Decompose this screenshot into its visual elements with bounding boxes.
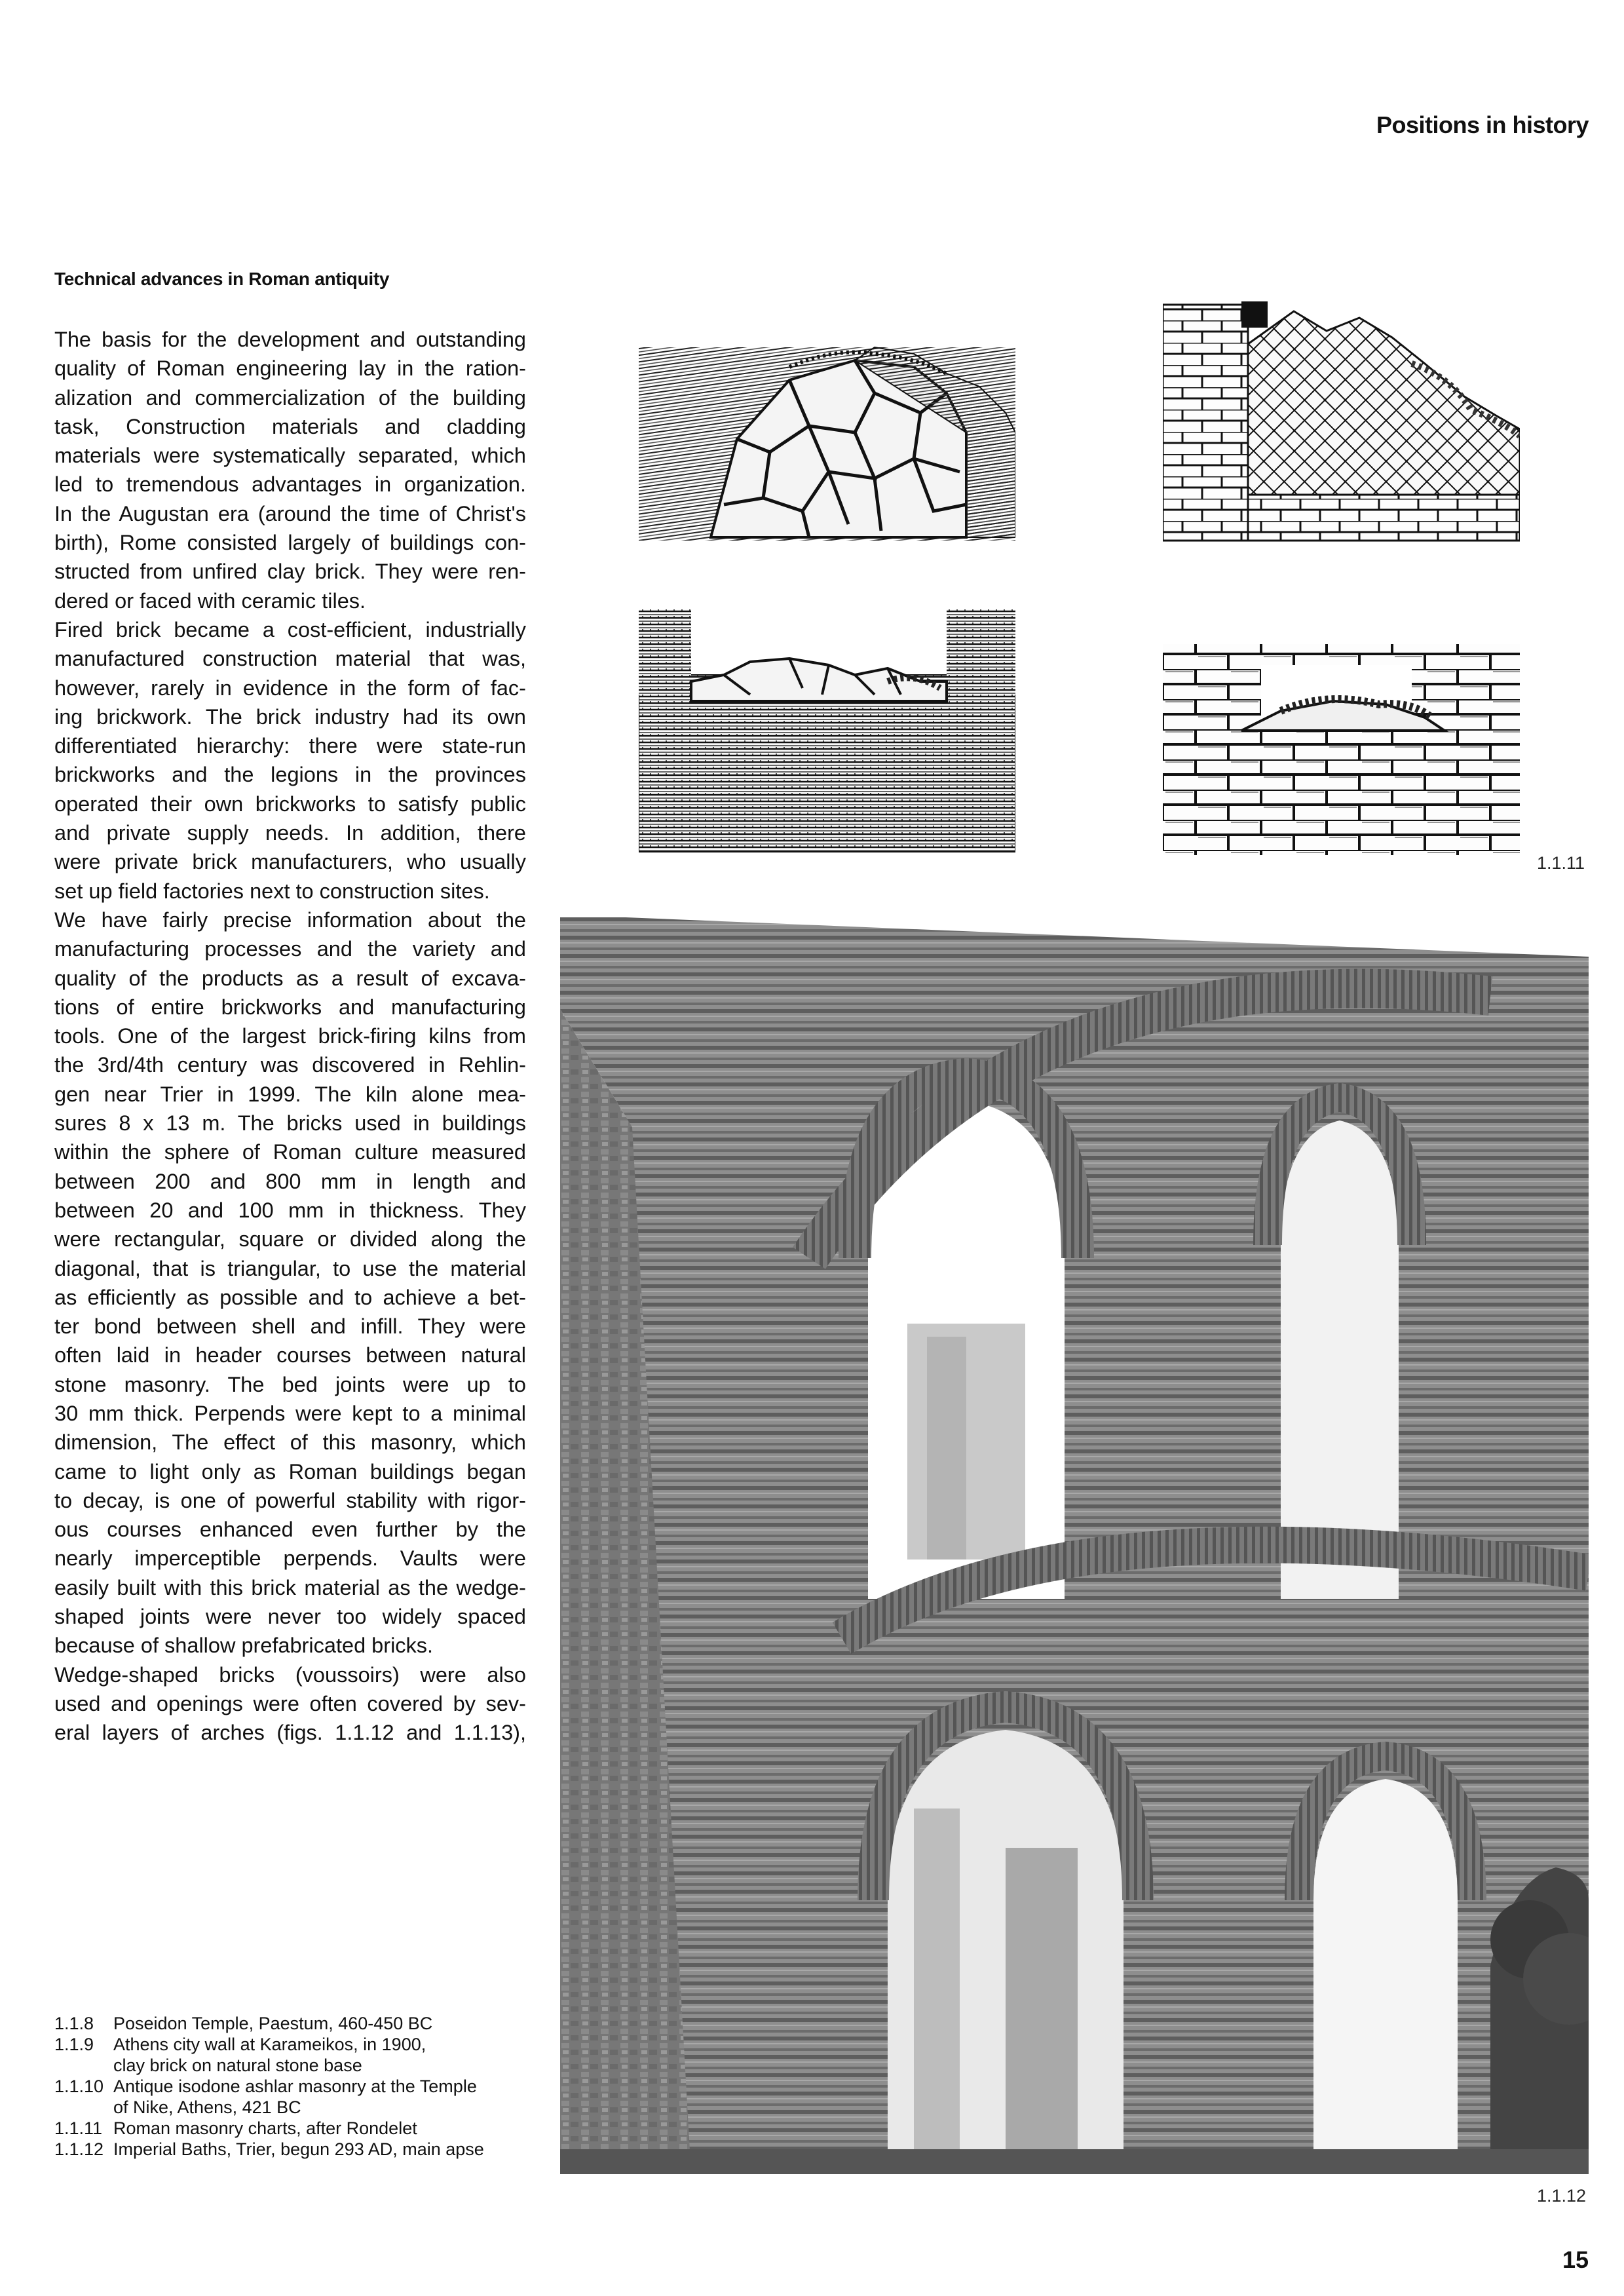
body-line: We have fairly precise information about the	[54, 908, 526, 932]
body-line: task, Construction materials and cladding	[54, 414, 526, 438]
body-line: between 200 and 800 mm in length and	[54, 1169, 526, 1193]
body-line: to decay, is one of powerful stability with rigor-	[54, 1488, 526, 1512]
body-line: as efficiently as possible and to achieve a bet-	[54, 1285, 526, 1309]
body-line: nearly imperceptible perpends. Vaults were	[54, 1546, 526, 1571]
caption-text: of Nike, Athens, 421 BC	[113, 2097, 301, 2117]
body-line: dered or faced with ceramic tiles.	[54, 588, 366, 613]
body-line: differentiated hierarchy: there were state-run	[54, 734, 526, 758]
body-line: materials were systematically separated, which	[54, 444, 526, 468]
body-line: operated their own brickworks to satisfy public	[54, 792, 526, 816]
body-line: stone masonry. The bed joints were up to	[54, 1372, 526, 1396]
caption-row	[54, 2097, 526, 2118]
body-line: alization and commercialization of the building	[54, 385, 526, 410]
caption-row	[54, 2076, 526, 2097]
body-line: In the Augustan era (around the time of Christ's	[54, 501, 526, 526]
imperial-baths-photo	[560, 917, 1589, 2174]
body-line: ing brickwork. The brick industry had its own	[54, 704, 526, 729]
body-line: easily built with this brick material as the wedge-	[54, 1575, 526, 1599]
body-line: tools. One of the largest brick-firing kilns from	[54, 1024, 526, 1048]
body-line: diagonal, that is triangular, to use the material	[54, 1256, 526, 1280]
body-line: Wedge-shaped bricks (voussoirs) were also	[54, 1662, 526, 1687]
body-line: ter bond between shell and infill. They were	[54, 1314, 526, 1339]
body-line: were private brick manufacturers, who usually	[54, 850, 526, 874]
body-line: brickworks and the legions in the provinces	[54, 763, 526, 787]
caption-number: 1.1.9	[54, 2035, 94, 2054]
masonry-drawing-brick-courses	[1163, 639, 1520, 855]
body-line: set up field factories next to construction sites.	[54, 879, 490, 903]
figure-label-1-1-12: 1.1.12	[1537, 2186, 1587, 2206]
caption-text: Athens city wall at Karameikos, in 1900,	[113, 2035, 426, 2054]
body-line: were rectangular, square or divided along the	[54, 1227, 526, 1252]
caption-number: 1.1.10	[54, 2076, 104, 2096]
body-line: within the sphere of Roman culture measured	[54, 1140, 526, 1164]
caption-text: Imperial Baths, Trier, begun 293 AD, main apse	[113, 2139, 484, 2159]
body-line: structed from unfired clay brick. They were ren-	[54, 560, 526, 584]
body-line: shaped joints were never too widely spaced	[54, 1605, 526, 1629]
figure-captions	[54, 2013, 526, 2160]
caption-number	[54, 2097, 113, 2118]
masonry-drawing-opus-incertum	[639, 341, 1015, 544]
body-line: dimension, The effect of this masonry, which	[54, 1430, 526, 1455]
caption-number	[54, 2055, 113, 2076]
body-line: often laid in header courses between natural	[54, 1343, 526, 1368]
page-number: 15	[1562, 2246, 1589, 2273]
body-line: quality of Roman engineering lay in the ration-	[54, 356, 526, 381]
running-head: Positions in history	[1376, 111, 1589, 138]
body-line: the 3rd/4th century was discovered in Rehlin-	[54, 1053, 526, 1077]
body-line: led to tremendous advantages in organization.	[54, 472, 526, 497]
body-line: The basis for the development and outstanding	[54, 328, 526, 351]
caption-row	[54, 2013, 526, 2034]
masonry-drawing-opus-reticulatum	[1163, 298, 1520, 547]
caption-text: Antique isodone ashlar masonry at the Temple	[113, 2076, 477, 2096]
caption-row	[54, 2055, 526, 2076]
body-line: tions of entire brickworks and manufacturing	[54, 995, 526, 1019]
body-line: because of shallow prefabricated bricks.	[54, 1634, 434, 1658]
body-line: 30 mm thick. Perpends were kept to a minimal	[54, 1401, 526, 1425]
body-line: manufacturing processes and the variety and	[54, 937, 526, 961]
body-line: ous courses enhanced even further by the	[54, 1518, 526, 1542]
caption-number: 1.1.11	[54, 2118, 103, 2138]
body-line: eral layers of arches (figs. 1.1.12 and 1.1.13),	[54, 1721, 526, 1745]
body-line: manufactured construction material that was,	[54, 647, 526, 671]
caption-row	[54, 2118, 526, 2139]
caption-text: Poseidon Temple, Paestum, 460-450 BC	[113, 2014, 433, 2033]
caption-row	[54, 2034, 526, 2055]
masonry-drawing-brick-rubble	[639, 609, 1015, 855]
caption-number: 1.1.12	[54, 2139, 104, 2159]
body-line: gen near Trier in 1999. The kiln alone mea-	[54, 1082, 526, 1106]
body-line: sures 8 x 13 m. The bricks used in buildings	[54, 1111, 526, 1136]
caption-number: 1.1.8	[54, 2014, 94, 2033]
caption-text: Roman masonry charts, after Rondelet	[113, 2118, 417, 2138]
body-line: and private supply needs. In addition, there	[54, 821, 526, 845]
body-line: came to light only as Roman buildings began	[54, 1459, 526, 1483]
figure-label-1-1-11: 1.1.11	[1537, 853, 1585, 873]
body-line: birth), Rome consisted largely of buildings con-	[54, 531, 526, 555]
body-text	[54, 325, 526, 1748]
body-line: quality of the products as a result of excava-	[54, 966, 526, 990]
caption-text: clay brick on natural stone base	[113, 2056, 362, 2075]
body-line: used and openings were often covered by sev-	[54, 1691, 526, 1715]
section-heading: Technical advances in Roman antiquity	[54, 269, 390, 289]
body-line: between 20 and 100 mm in thickness. They	[54, 1198, 526, 1222]
caption-row	[54, 2139, 526, 2160]
body-line: Fired brick became a cost-efficient, industrially	[54, 617, 526, 641]
body-line: however, rarely in evidence in the form of fac-	[54, 676, 526, 700]
